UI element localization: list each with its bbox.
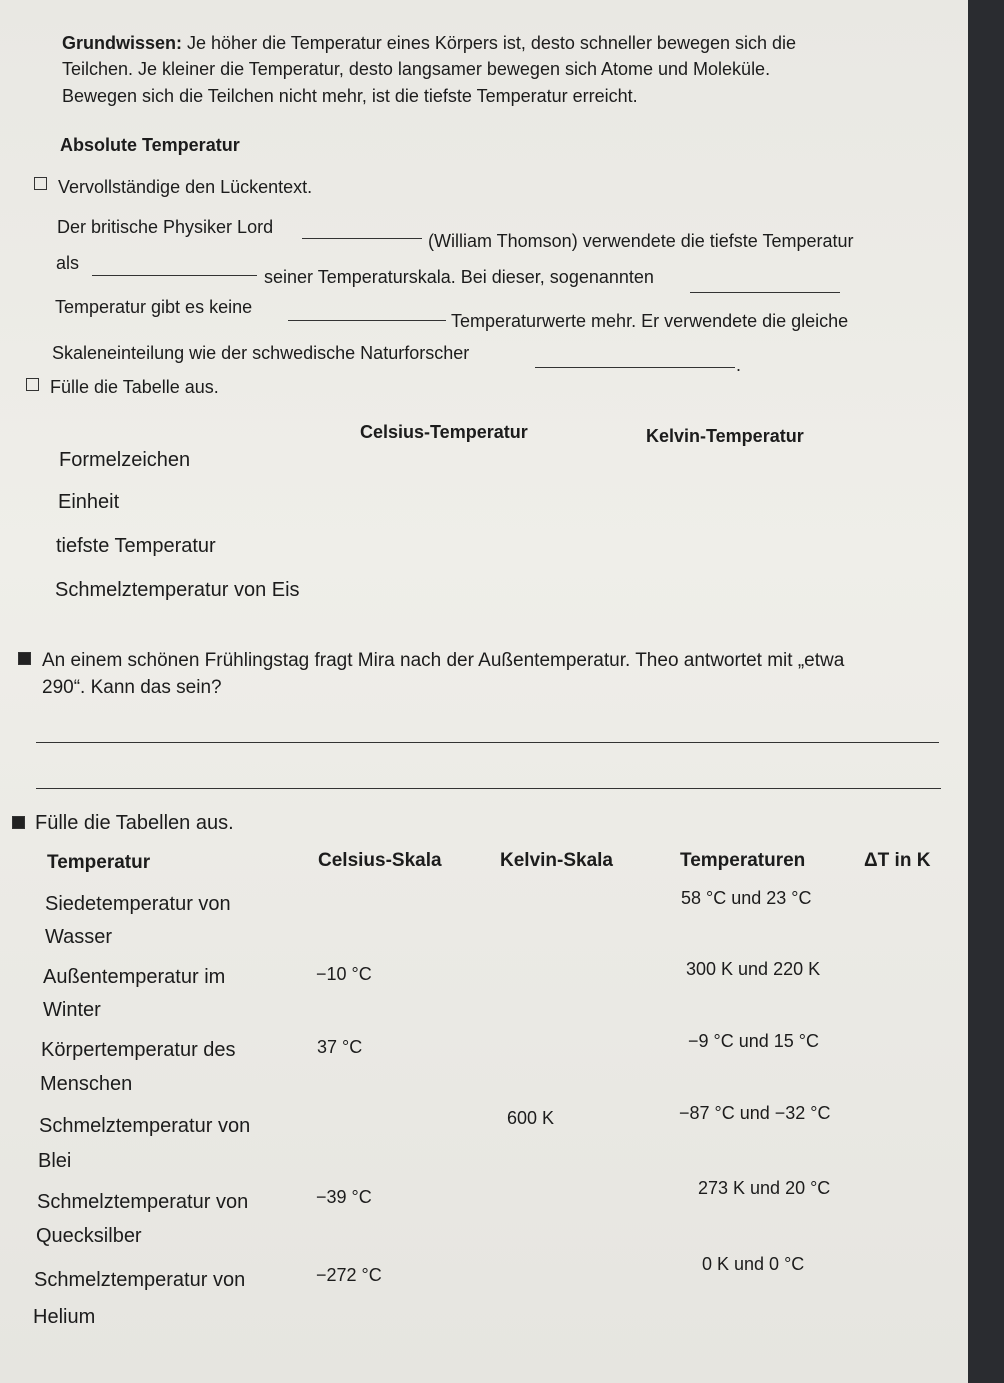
row-aussentemperatur-l2: Winter <box>43 999 101 1021</box>
row-aussentemperatur-l1: Außentemperatur im <box>43 966 226 988</box>
row-siedetemperatur-l1: Siedetemperatur von <box>45 893 231 915</box>
gap-text-6: Temperaturwerte mehr. Er verwendete die gleiche <box>451 311 849 331</box>
task3-checkbox[interactable] <box>18 652 31 665</box>
pair-3: −9 °C und 15 °C <box>688 1031 819 1051</box>
col-header-celsius: Celsius-Temperatur <box>360 422 528 442</box>
gap-text-3: als <box>56 253 80 273</box>
intro-line-3: Bewegen sich die Teilchen nicht mehr, ist die tiefste Temperatur erreicht. <box>62 86 638 106</box>
row-koerpertemperatur-l1: Körpertemperatur des <box>41 1039 236 1061</box>
gap-blank-1[interactable] <box>302 238 422 239</box>
row-blei-l2: Blei <box>38 1150 72 1172</box>
row-quecksilber-l1: Schmelztemperatur von <box>37 1191 249 1213</box>
row-helium-l2: Helium <box>33 1306 96 1328</box>
intro-line-1 <box>62 30 796 56</box>
col-header-kelvin: Kelvin-Temperatur <box>646 426 804 446</box>
header-celsius-skala: Celsius-Skala <box>318 850 442 871</box>
gap-blank-2[interactable] <box>92 275 257 276</box>
row-label-schmelztemperatur-eis: Schmelztemperatur von Eis <box>55 579 300 601</box>
gap-text-4: seiner Temperaturskala. Bei dieser, sogenannten <box>264 267 654 287</box>
intro-label: Grundwissen: <box>62 33 183 53</box>
gap-blank-4[interactable] <box>288 320 446 321</box>
task4-instruction: Fülle die Tabellen aus. <box>35 812 234 834</box>
celsius-aussentemperatur: −10 °C <box>316 964 372 984</box>
row-label-tiefste-temperatur: tiefste Temperatur <box>56 535 216 557</box>
task1-instruction: Vervollständige den Lückentext. <box>58 177 313 197</box>
row-helium-l1: Schmelztemperatur von <box>34 1269 246 1291</box>
gap-text-2: (William Thomson) verwendete die tiefste Temperatur <box>428 231 854 251</box>
gap-text-7: Skaleneinteilung wie der schwedische Naturforscher <box>52 343 470 363</box>
row-label-einheit: Einheit <box>58 491 120 513</box>
section-title: Absolute Temperatur <box>60 135 240 155</box>
row-label-formelzeichen: Formelzeichen <box>59 449 191 471</box>
header-kelvin-skala: Kelvin-Skala <box>500 850 613 871</box>
task2-checkbox[interactable] <box>26 378 39 391</box>
gap-text-5: Temperatur gibt es keine <box>55 297 253 317</box>
row-blei-l1: Schmelztemperatur von <box>39 1115 251 1137</box>
pair-4: −87 °C und −32 °C <box>679 1103 831 1123</box>
answer-line-2[interactable] <box>36 788 941 789</box>
answer-line-1[interactable] <box>36 742 939 743</box>
task4-checkbox[interactable] <box>12 816 25 829</box>
pair-2: 300 K und 220 K <box>686 959 821 979</box>
gap-blank-3[interactable] <box>690 292 840 293</box>
task3-line-1: An einem schönen Frühlingstag fragt Mira nach der Außentemperatur. Theo antwortet mit „etwa <box>42 650 845 671</box>
pair-6: 0 K und 0 °C <box>702 1254 805 1274</box>
intro-line-2: Teilchen. Je kleiner die Temperatur, desto langsamer bewegen sich Atome und Moleküle. <box>62 59 771 79</box>
row-quecksilber-l2: Quecksilber <box>36 1225 142 1247</box>
header-temperatur: Temperatur <box>47 852 151 873</box>
page-edge-background <box>968 0 1004 1383</box>
row-koerpertemperatur-l2: Menschen <box>40 1073 133 1095</box>
row-siedetemperatur-l2: Wasser <box>45 926 113 948</box>
celsius-helium: −272 °C <box>316 1265 382 1285</box>
celsius-quecksilber: −39 °C <box>316 1187 372 1207</box>
pair-5: 273 K und 20 °C <box>698 1178 831 1198</box>
task2-instruction: Fülle die Tabelle aus. <box>50 377 219 397</box>
gap-text-1: Der britische Physiker Lord <box>57 217 274 237</box>
task3-line-2: 290“. Kann das sein? <box>42 677 222 698</box>
gap-blank-5[interactable] <box>535 367 735 368</box>
celsius-koerpertemperatur: 37 °C <box>317 1037 363 1057</box>
gap-text-8: . <box>736 355 742 375</box>
task1-checkbox[interactable] <box>34 177 47 190</box>
intro-text-1: Je höher die Temperatur eines Körpers ist, desto schneller bewegen sich die <box>182 33 797 53</box>
pair-1: 58 °C und 23 °C <box>681 888 812 908</box>
header-delta-t: ΔT in K <box>864 850 931 871</box>
kelvin-blei: 600 K <box>507 1108 555 1128</box>
header-temperaturen: Temperaturen <box>680 850 806 871</box>
